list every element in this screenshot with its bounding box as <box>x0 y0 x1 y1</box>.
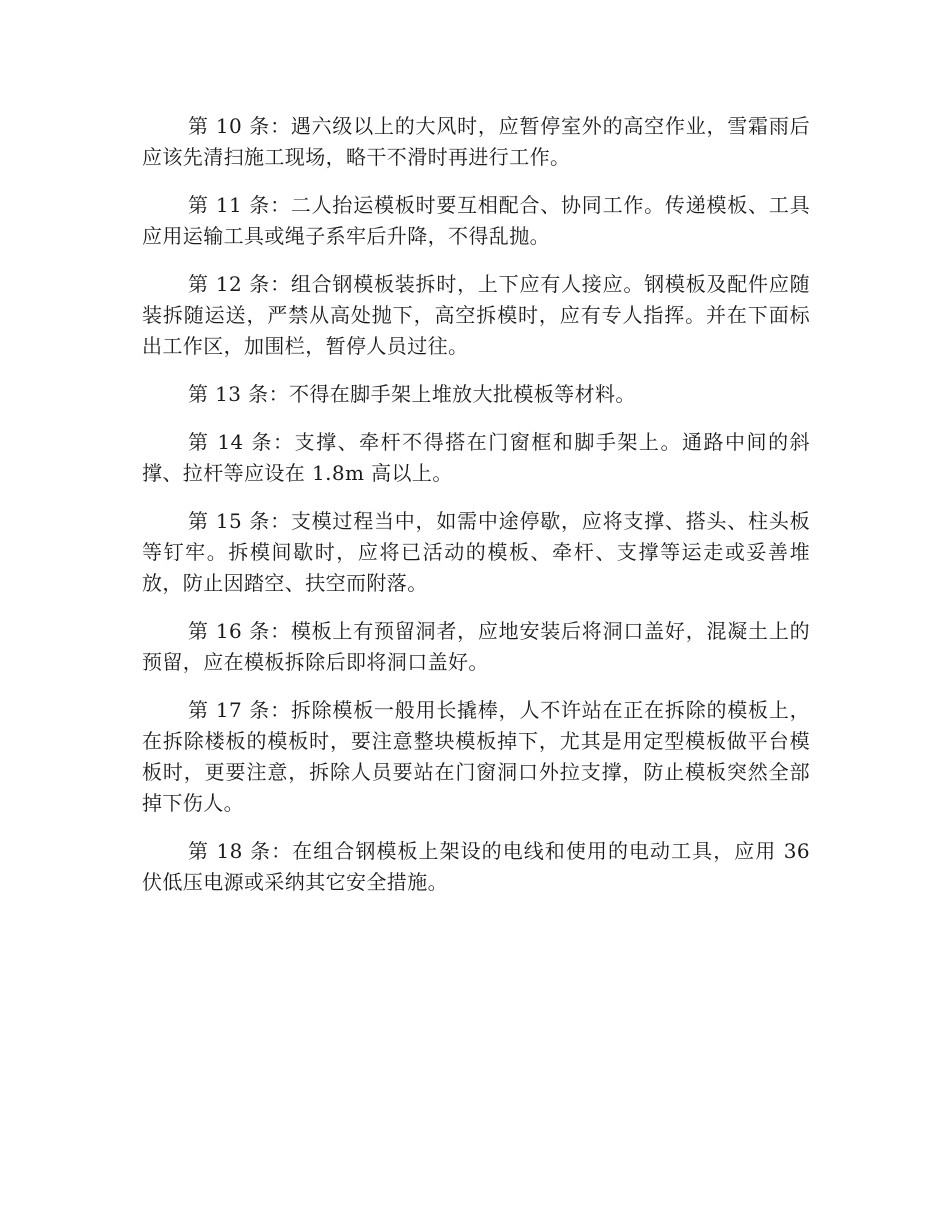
article-10: 第 10 条：遇六级以上的大风时，应暂停室外的高空作业，雪霜雨后应该先清扫施工现场，略干不滑时再进行工作。 <box>142 114 810 169</box>
document-page <box>142 111 810 915</box>
article-16: 第 16 条：模板上有预留洞者，应地安装后将洞口盖好，混凝土上的预留，应在模板拆除后即将洞口盖好。 <box>142 619 810 674</box>
article-18: 第 18 条：在组合钢模板上架设的电线和使用的电动工具，应用 36 伏低压电源或采纳其它安全措施。 <box>142 839 810 894</box>
article-12: 第 12 条：组合钢模板装拆时，上下应有人接应。钢模板及配件应随装拆随运送，严禁从高处抛下，高空拆模时，应有专人指挥。并在下面标出工作区，加围栏，暂停人员过往。 <box>142 272 810 358</box>
article-13: 第 13 条：不得在脚手架上堆放大批模板等材料。 <box>188 382 636 406</box>
article-15: 第 15 条：支模过程当中，如需中途停歇，应将支撑、搭头、柱头板等钉牢。拆模间歇时，应将已活动的模板、牵杆、支撑等运走或妥善堆放，防止因踏空、扶空而附落。 <box>142 509 810 595</box>
article-14: 第 14 条：支撑、牵杆不得搭在门窗框和脚手架上。通路中间的斜撑、拉杆等应设在 1.8m 高以上。 <box>142 430 810 485</box>
article-11: 第 11 条：二人抬运模板时要互相配合、协同工作。传递模板、工具应用运输工具或绳子系牢后升降，不得乱抛。 <box>142 193 810 248</box>
article-17: 第 17 条：拆除模板一般用长撬棒，人不许站在正在拆除的模板上，在拆除楼板的模板时，要注意整块模板掉下，尤其是用定型模板做平台模板时，更要注意，拆除人员要站在门窗洞口外拉支撑，防止模板突然全部掉下伤人。 <box>142 698 810 815</box>
